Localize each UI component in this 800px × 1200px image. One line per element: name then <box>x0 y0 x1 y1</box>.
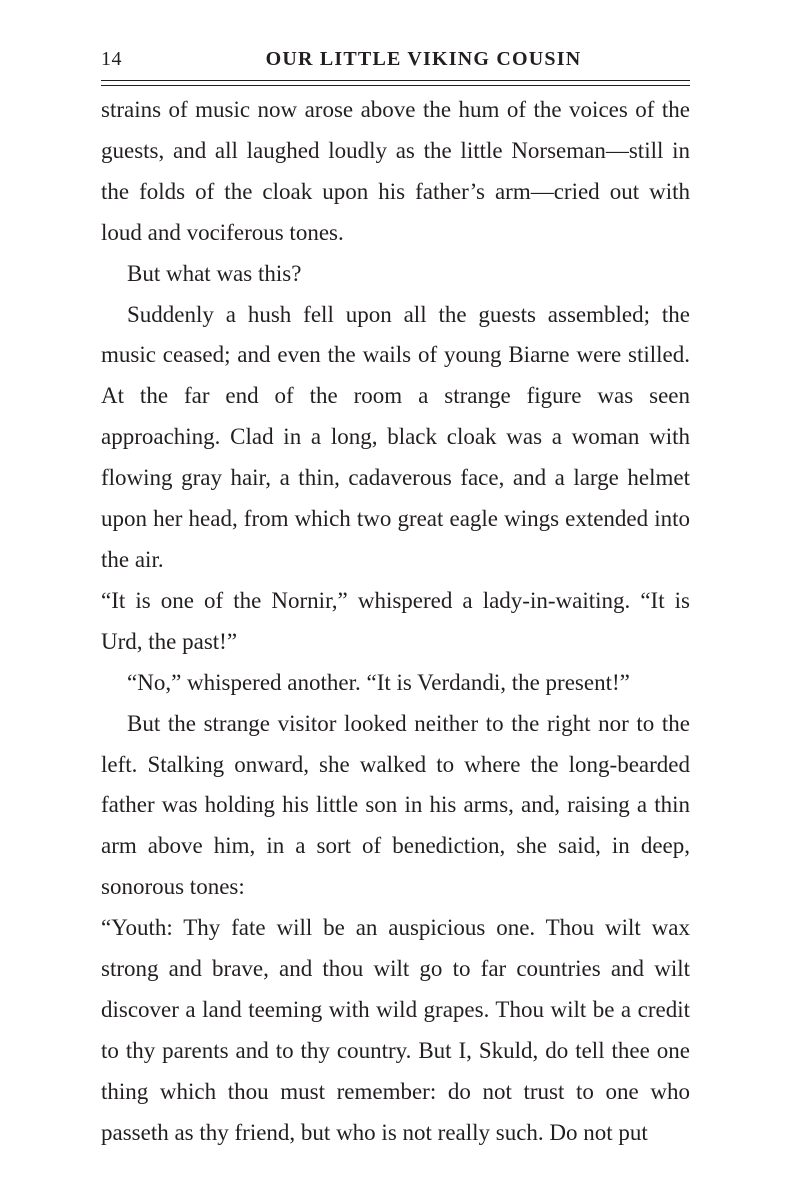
paragraph-dialogue: “It is one of the Nornir,” whispered a lady-in-waiting. “It is Urd, the past!” <box>101 587 690 654</box>
paragraph: But the strange visitor looked neither to the right nor to the left. Stalking onward, she walked to where the long-bearded father was holding his little son in his arms, and, raising a thin arm above him, in a sort of benediction, she said, in deep, sonorous tones: <box>101 710 690 900</box>
paragraph: But what was this? <box>127 260 302 286</box>
paragraph-dialogue: “Youth: Thy fate will be an auspicious one. Thou wilt wax strong and brave, and thou wilt go to far countries and wilt discover a land teeming with wild grapes. Thou wilt be a credit to thy parents and to thy country. But I, Skuld, do tell thee one thing which thou must remember: do not trust to one who passeth as thy friend, but who is not really such. Do not put <box>101 915 690 1145</box>
body-text <box>101 90 690 1154</box>
paragraph: Suddenly a hush fell upon all the guests assembled; the music ceased; and even the wails of young Biarne were stilled. At the far end of the room a strange figure was seen approaching. Clad in a long, black cloak was a woman with flowing gray hair, a thin, cadaverous face, and a large helmet upon her head, from which two great eagle wings extended into the air. <box>101 301 690 572</box>
running-head <box>101 48 690 78</box>
paragraph-continuation: strains of music now arose above the hum of the voices of the guests, and all laughed loudly as the little Norseman—still in the folds of the cloak upon his father’s arm—cried out with loud and vociferous tones. <box>101 97 690 245</box>
page-number: 14 <box>101 48 122 70</box>
header-rule-top <box>101 80 690 81</box>
paragraph-dialogue: “No,” whispered another. “It is Verdandi, the present!” <box>127 669 630 695</box>
header-rule-bottom <box>101 85 690 86</box>
running-title: OUR LITTLE VIKING COUSIN <box>265 48 582 70</box>
book-page <box>101 0 690 1200</box>
